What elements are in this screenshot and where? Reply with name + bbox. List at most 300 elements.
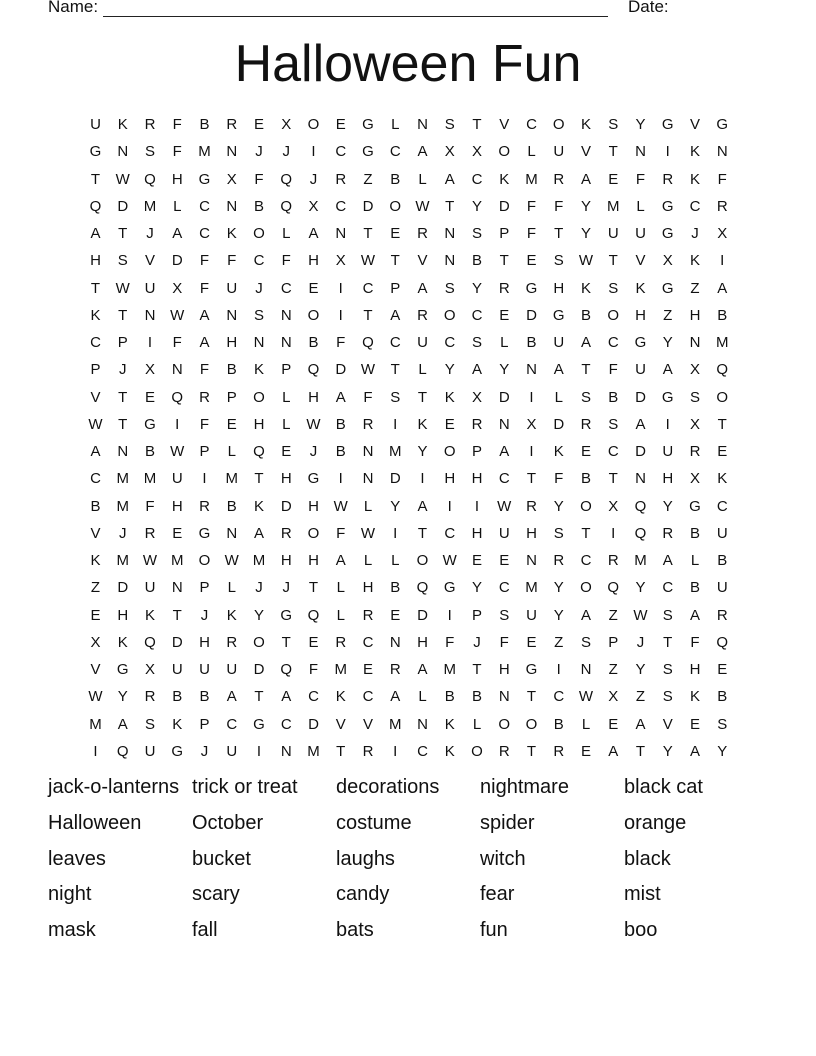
grid-letter[interactable]: O [525, 715, 538, 733]
grid-letter[interactable]: B [444, 688, 455, 706]
grid-letter[interactable]: F [281, 252, 291, 270]
grid-letter[interactable]: Q [280, 661, 293, 678]
grid-letter[interactable]: A [499, 443, 510, 460]
grid-letter[interactable]: A [553, 361, 564, 379]
grid-letter[interactable]: X [689, 361, 700, 379]
grid-letter[interactable]: R [280, 524, 292, 542]
grid-letter[interactable]: R [689, 443, 701, 460]
grid-letter[interactable]: G [634, 334, 647, 351]
grid-letter[interactable]: N [716, 143, 728, 161]
grid-letter[interactable]: A [172, 225, 183, 242]
grid-letter[interactable]: Y [117, 688, 128, 706]
grid-letter[interactable]: S [117, 252, 128, 270]
grid-letter[interactable]: T [417, 388, 428, 406]
grid-letter[interactable]: T [390, 361, 400, 379]
grid-letter[interactable]: Q [634, 524, 647, 542]
grid-letter[interactable]: R [553, 742, 565, 760]
grid-letter[interactable]: E [390, 225, 401, 242]
grid-letter[interactable]: B [199, 116, 210, 133]
grid-letter[interactable]: Q [171, 388, 184, 406]
grid-letter[interactable]: C [689, 197, 701, 215]
grid-letter[interactable]: B [526, 334, 537, 351]
grid-letter[interactable]: N [526, 552, 537, 569]
grid-letter[interactable]: M [89, 715, 102, 733]
grid-letter[interactable]: V [499, 116, 510, 133]
grid-letter[interactable]: O [253, 388, 265, 406]
grid-letter[interactable]: I [529, 443, 534, 460]
grid-letter[interactable]: O [580, 497, 592, 515]
grid-letter[interactable]: T [717, 415, 727, 433]
grid-letter[interactable]: A [281, 688, 292, 706]
grid-letter[interactable]: X [226, 170, 237, 188]
grid-letter[interactable]: R [498, 742, 510, 760]
grid-letter[interactable]: V [90, 524, 101, 542]
grid-letter[interactable]: Y [662, 497, 673, 515]
grid-letter[interactable]: N [226, 306, 238, 324]
grid-letter[interactable]: T [608, 252, 618, 270]
grid-letter[interactable]: W [142, 552, 158, 569]
grid-letter[interactable]: M [116, 552, 129, 569]
grid-letter[interactable]: O [307, 116, 320, 133]
grid-letter[interactable]: N [226, 197, 238, 215]
grid-letter[interactable]: T [608, 143, 618, 161]
grid-letter[interactable]: A [580, 606, 591, 624]
grid-letter[interactable]: O [198, 552, 211, 569]
grid-letter[interactable]: U [635, 361, 646, 379]
grid-letter[interactable]: E [390, 606, 401, 624]
grid-letter[interactable]: M [116, 497, 129, 515]
grid-letter[interactable]: J [282, 579, 290, 597]
grid-letter[interactable]: N [389, 633, 401, 651]
grid-letter[interactable]: R [607, 552, 619, 569]
grid-letter[interactable]: J [255, 143, 263, 161]
grid-letter[interactable]: R [580, 415, 592, 433]
grid-letter[interactable]: V [689, 116, 700, 133]
grid-letter[interactable]: K [635, 279, 646, 297]
grid-letter[interactable]: Y [662, 334, 673, 351]
grid-letter[interactable]: I [256, 742, 262, 760]
grid-letter[interactable]: T [172, 606, 182, 624]
grid-letter[interactable]: K [417, 415, 428, 433]
grid-letter[interactable]: X [144, 661, 155, 678]
grid-letter[interactable]: B [580, 306, 591, 324]
grid-letter[interactable]: C [253, 252, 265, 270]
grid-letter[interactable]: E [717, 443, 728, 460]
grid-letter[interactable]: P [390, 279, 401, 297]
grid-letter[interactable]: L [336, 579, 345, 597]
grid-letter[interactable]: E [499, 552, 510, 569]
grid-letter[interactable]: L [527, 143, 536, 161]
grid-letter[interactable]: N [226, 143, 238, 161]
grid-letter[interactable]: V [335, 715, 346, 733]
grid-letter[interactable]: N [253, 334, 265, 351]
grid-letter[interactable]: E [308, 633, 319, 651]
grid-letter[interactable]: G [171, 742, 184, 760]
grid-letter[interactable]: I [338, 306, 343, 324]
grid-letter[interactable]: H [308, 388, 319, 406]
grid-letter[interactable]: R [471, 415, 483, 433]
grid-letter[interactable]: V [362, 715, 373, 733]
grid-letter[interactable]: Y [580, 225, 591, 242]
grid-letter[interactable]: X [335, 252, 346, 270]
grid-letter[interactable]: N [498, 415, 510, 433]
grid-letter[interactable]: P [471, 443, 482, 460]
grid-letter[interactable]: C [471, 170, 483, 188]
grid-letter[interactable]: F [635, 170, 646, 188]
grid-letter[interactable]: S [444, 116, 455, 133]
grid-letter[interactable]: L [418, 170, 427, 188]
grid-letter[interactable]: S [608, 415, 619, 433]
grid-letter[interactable]: D [389, 470, 401, 488]
grid-letter[interactable]: F [445, 633, 455, 651]
grid-letter[interactable]: F [554, 470, 564, 488]
grid-letter[interactable]: K [553, 443, 564, 460]
grid-letter[interactable]: U [144, 579, 156, 597]
grid-letter[interactable]: H [308, 252, 319, 270]
grid-letter[interactable]: L [418, 688, 427, 706]
grid-letter[interactable]: F [145, 497, 155, 515]
grid-letter[interactable]: S [144, 715, 155, 733]
grid-letter[interactable]: L [554, 388, 563, 406]
grid-letter[interactable]: Y [471, 197, 482, 215]
grid-letter[interactable]: Q [307, 361, 320, 379]
grid-letter[interactable]: M [252, 552, 266, 569]
grid-letter[interactable]: G [661, 388, 674, 406]
grid-letter[interactable]: T [635, 742, 646, 760]
grid-letter[interactable]: N [635, 470, 646, 488]
grid-letter[interactable]: O [307, 306, 320, 324]
grid-letter[interactable]: J [255, 579, 263, 597]
grid-letter[interactable]: A [580, 170, 591, 188]
grid-letter[interactable]: A [253, 524, 264, 542]
grid-letter[interactable]: H [226, 334, 238, 351]
grid-letter[interactable]: O [471, 742, 483, 760]
grid-letter[interactable]: O [416, 552, 429, 569]
grid-letter[interactable]: H [526, 524, 537, 542]
grid-letter[interactable]: U [226, 742, 238, 760]
grid-letter[interactable]: K [444, 715, 455, 733]
grid-letter[interactable]: D [117, 579, 129, 597]
grid-letter[interactable]: L [472, 715, 482, 733]
name-blank-line[interactable] [103, 0, 608, 17]
grid-letter[interactable]: C [90, 470, 101, 488]
grid-letter[interactable]: K [117, 633, 128, 651]
grid-letter[interactable]: I [338, 279, 343, 297]
grid-letter[interactable]: K [253, 497, 264, 515]
grid-letter[interactable]: B [335, 443, 346, 460]
grid-letter[interactable]: O [580, 579, 592, 597]
grid-letter[interactable]: J [119, 524, 127, 542]
grid-letter[interactable]: T [554, 225, 564, 242]
grid-letter[interactable]: H [90, 252, 101, 270]
grid-letter[interactable]: X [717, 225, 728, 242]
grid-letter[interactable]: Q [716, 633, 729, 651]
grid-letter[interactable]: B [172, 688, 183, 706]
grid-letter[interactable]: T [363, 225, 373, 242]
grid-letter[interactable]: H [308, 497, 319, 515]
grid-letter[interactable]: N [280, 306, 292, 324]
grid-letter[interactable]: Z [90, 579, 101, 597]
grid-letter[interactable]: U [226, 279, 238, 297]
grid-letter[interactable]: C [444, 524, 456, 542]
grid-letter[interactable]: K [689, 170, 700, 188]
grid-letter[interactable]: S [553, 524, 564, 542]
grid-letter[interactable]: A [390, 688, 401, 706]
grid-letter[interactable]: N [580, 661, 592, 678]
grid-letter[interactable]: H [362, 579, 374, 597]
grid-letter[interactable]: H [635, 306, 646, 324]
grid-letter[interactable]: C [199, 225, 210, 242]
grid-letter[interactable]: V [90, 388, 101, 406]
grid-letter[interactable]: A [390, 306, 401, 324]
grid-letter[interactable]: R [199, 388, 210, 406]
grid-letter[interactable]: R [362, 742, 374, 760]
grid-letter[interactable]: B [580, 470, 591, 488]
grid-letter[interactable]: W [578, 252, 594, 270]
grid-letter[interactable]: Y [635, 579, 646, 597]
grid-letter[interactable]: A [417, 143, 428, 161]
grid-letter[interactable]: R [144, 116, 156, 133]
grid-letter[interactable]: W [633, 606, 648, 624]
grid-letter[interactable]: I [393, 742, 398, 760]
grid-letter[interactable]: E [499, 306, 510, 324]
grid-letter[interactable]: S [580, 633, 591, 651]
grid-letter[interactable]: S [253, 306, 264, 324]
grid-letter[interactable]: K [144, 606, 155, 624]
grid-letter[interactable]: A [226, 688, 237, 706]
grid-letter[interactable]: A [335, 388, 346, 406]
grid-letter[interactable]: E [608, 715, 619, 733]
grid-letter[interactable]: L [363, 552, 373, 569]
grid-letter[interactable]: P [117, 334, 128, 351]
grid-letter[interactable]: K [226, 606, 237, 624]
grid-letter[interactable]: J [309, 443, 318, 460]
grid-letter[interactable]: A [335, 552, 346, 569]
grid-letter[interactable]: W [306, 415, 321, 433]
grid-letter[interactable]: T [417, 524, 428, 542]
grid-letter[interactable]: G [689, 497, 701, 515]
grid-letter[interactable]: N [444, 252, 456, 270]
grid-letter[interactable]: B [308, 334, 319, 351]
grid-letter[interactable]: A [662, 361, 673, 379]
grid-letter[interactable]: M [171, 552, 184, 569]
grid-letter[interactable]: G [362, 143, 374, 161]
grid-letter[interactable]: B [390, 579, 401, 597]
grid-letter[interactable]: T [608, 470, 618, 488]
grid-letter[interactable]: T [663, 633, 673, 651]
grid-letter[interactable]: F [199, 361, 210, 379]
grid-letter[interactable]: X [444, 143, 455, 161]
grid-letter[interactable]: B [717, 552, 728, 569]
grid-letter[interactable]: A [662, 552, 673, 569]
grid-letter[interactable]: Q [253, 443, 265, 460]
grid-letter[interactable]: M [116, 470, 129, 488]
grid-letter[interactable]: L [500, 334, 509, 351]
grid-letter[interactable]: A [717, 279, 728, 297]
grid-letter[interactable]: V [144, 252, 155, 270]
grid-letter[interactable]: L [336, 606, 345, 624]
grid-letter[interactable]: R [662, 524, 674, 542]
grid-letter[interactable]: D [171, 633, 183, 651]
grid-letter[interactable]: B [90, 497, 101, 515]
grid-letter[interactable]: W [333, 497, 348, 515]
grid-letter[interactable]: S [580, 388, 591, 406]
grid-letter[interactable]: F [308, 661, 319, 678]
grid-letter[interactable]: I [474, 497, 480, 515]
grid-letter[interactable]: N [117, 143, 129, 161]
grid-letter[interactable]: G [362, 116, 374, 133]
grid-letter[interactable]: C [716, 497, 728, 515]
grid-letter[interactable]: W [170, 306, 185, 324]
grid-letter[interactable]: J [309, 170, 318, 188]
grid-letter[interactable]: U [226, 661, 238, 678]
grid-letter[interactable]: P [499, 225, 510, 242]
grid-letter[interactable]: D [526, 306, 537, 324]
grid-letter[interactable]: O [253, 225, 265, 242]
grid-letter[interactable]: D [498, 197, 510, 215]
grid-letter[interactable]: W [360, 361, 376, 379]
grid-letter[interactable]: T [90, 170, 101, 188]
grid-letter[interactable]: W [442, 552, 457, 569]
grid-letter[interactable]: I [447, 497, 452, 515]
grid-letter[interactable]: L [282, 415, 291, 433]
grid-letter[interactable]: J [282, 143, 290, 161]
grid-letter[interactable]: U [607, 225, 619, 242]
grid-letter[interactable]: T [581, 361, 591, 379]
grid-letter[interactable]: F [690, 633, 700, 651]
grid-letter[interactable]: S [144, 143, 155, 161]
grid-letter[interactable]: T [118, 306, 128, 324]
grid-letter[interactable]: U [498, 524, 510, 542]
grid-letter[interactable]: B [689, 579, 700, 597]
grid-letter[interactable]: M [225, 470, 238, 488]
grid-letter[interactable]: V [90, 661, 101, 678]
grid-letter[interactable]: I [720, 252, 725, 270]
grid-letter[interactable]: N [335, 225, 347, 242]
grid-letter[interactable]: U [90, 116, 101, 133]
grid-letter[interactable]: G [661, 116, 674, 133]
grid-letter[interactable]: R [226, 633, 238, 651]
grid-letter[interactable]: I [447, 606, 452, 624]
grid-letter[interactable]: F [172, 334, 182, 351]
grid-letter[interactable]: K [444, 742, 455, 760]
grid-letter[interactable]: U [553, 334, 565, 351]
grid-letter[interactable]: T [118, 415, 128, 433]
grid-letter[interactable]: M [443, 661, 456, 678]
grid-letter[interactable]: G [280, 606, 293, 624]
grid-letter[interactable]: N [144, 306, 156, 324]
grid-letter[interactable]: K [90, 306, 101, 324]
grid-letter[interactable]: B [608, 388, 619, 406]
grid-letter[interactable]: D [335, 361, 347, 379]
grid-letter[interactable]: X [471, 388, 482, 406]
grid-letter[interactable]: W [88, 415, 103, 433]
grid-letter[interactable]: K [580, 116, 591, 133]
grid-letter[interactable]: Y [471, 279, 482, 297]
grid-letter[interactable]: E [580, 742, 591, 760]
grid-letter[interactable]: P [281, 361, 292, 379]
grid-letter[interactable]: H [171, 170, 183, 188]
grid-letter[interactable]: C [498, 470, 510, 488]
grid-letter[interactable]: O [443, 306, 456, 324]
grid-letter[interactable]: B [253, 197, 264, 215]
grid-letter[interactable]: T [526, 470, 537, 488]
grid-letter[interactable]: U [635, 225, 646, 242]
grid-letter[interactable]: A [90, 443, 101, 460]
grid-letter[interactable]: U [553, 143, 565, 161]
grid-letter[interactable]: Y [499, 361, 510, 379]
grid-letter[interactable]: A [417, 497, 428, 515]
grid-letter[interactable]: R [662, 170, 674, 188]
grid-letter[interactable]: T [499, 252, 509, 270]
grid-letter[interactable]: T [90, 279, 101, 297]
grid-letter[interactable]: D [253, 661, 265, 678]
grid-letter[interactable]: T [581, 524, 591, 542]
grid-letter[interactable]: W [88, 688, 103, 706]
grid-letter[interactable]: Y [553, 579, 564, 597]
grid-letter[interactable]: X [281, 116, 292, 133]
grid-letter[interactable]: Z [608, 606, 618, 624]
grid-letter[interactable]: U [662, 443, 674, 460]
grid-letter[interactable]: G [253, 715, 265, 733]
grid-letter[interactable]: V [662, 715, 673, 733]
grid-letter[interactable]: G [443, 579, 456, 597]
grid-letter[interactable]: C [662, 579, 674, 597]
grid-letter[interactable]: H [689, 306, 701, 324]
grid-letter[interactable]: O [552, 116, 565, 133]
grid-letter[interactable]: Z [608, 661, 618, 678]
grid-letter[interactable]: C [498, 579, 510, 597]
grid-letter[interactable]: T [254, 688, 264, 706]
grid-letter[interactable]: X [608, 497, 619, 515]
grid-letter[interactable]: A [580, 334, 591, 351]
grid-letter[interactable]: R [716, 606, 728, 624]
grid-letter[interactable]: H [444, 470, 456, 488]
grid-letter[interactable]: J [636, 633, 645, 651]
grid-letter[interactable]: H [280, 552, 292, 569]
grid-letter[interactable]: T [526, 742, 537, 760]
grid-letter[interactable]: Z [635, 688, 646, 706]
grid-letter[interactable]: G [661, 225, 674, 242]
grid-letter[interactable]: A [417, 661, 428, 678]
grid-letter[interactable]: U [144, 279, 156, 297]
grid-letter[interactable]: O [498, 143, 511, 161]
grid-letter[interactable]: Y [390, 497, 401, 515]
grid-letter[interactable]: Y [471, 579, 482, 597]
grid-letter[interactable]: N [280, 742, 292, 760]
grid-letter[interactable]: G [307, 470, 320, 488]
grid-letter[interactable]: T [118, 225, 128, 242]
grid-letter[interactable]: J [200, 742, 209, 760]
grid-letter[interactable]: L [391, 116, 400, 133]
grid-letter[interactable]: B [335, 415, 346, 433]
grid-letter[interactable]: I [665, 143, 670, 161]
grid-letter[interactable]: N [635, 143, 646, 161]
grid-letter[interactable]: H [199, 633, 210, 651]
grid-letter[interactable]: Q [307, 606, 320, 624]
grid-letter[interactable]: X [662, 252, 673, 270]
grid-letter[interactable]: B [471, 688, 482, 706]
grid-letter[interactable]: R [199, 497, 210, 515]
grid-letter[interactable]: R [144, 524, 156, 542]
grid-letter[interactable]: S [499, 606, 510, 624]
grid-letter[interactable]: X [172, 279, 183, 297]
grid-letter[interactable]: L [418, 361, 427, 379]
grid-letter[interactable]: F [199, 415, 210, 433]
grid-letter[interactable]: J [255, 279, 263, 297]
grid-letter[interactable]: J [200, 606, 209, 624]
grid-letter[interactable]: G [144, 415, 156, 433]
